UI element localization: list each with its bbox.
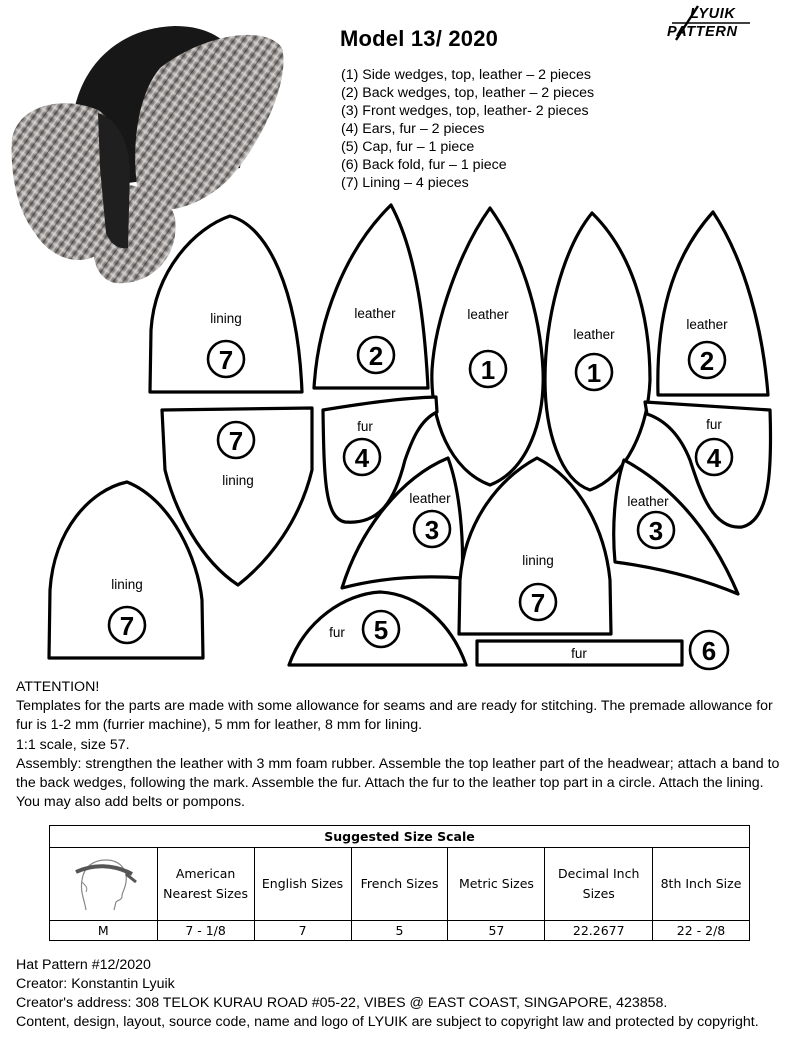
piece-label: leather	[467, 307, 509, 322]
piece-number: 4	[354, 443, 370, 473]
table-header-cell: American Nearest Sizes	[157, 848, 254, 921]
pattern-piece-leather-1a	[432, 208, 543, 485]
assembly-note: Assembly: strengthen the leather with 3 mm foam rubber. Assemble the top leather part of the headwear; attach a band to the back wedges, following the mark. Assemble the fur. Attach the fur to the leather top part in a circle. Attach the lining. You may also add belts or pompons.	[16, 755, 780, 811]
pattern-piece-fur-5	[289, 592, 466, 665]
parts-list-item: (3) Front wedges, top, leather- 2 pieces	[341, 103, 589, 119]
parts-list-item: (1) Side wedges, top, leather – 2 pieces	[341, 67, 592, 83]
piece-number: 2	[699, 346, 715, 376]
pattern-piece-leather-2b	[658, 212, 768, 395]
piece-number: 6	[701, 636, 717, 666]
piece-number: 7	[218, 345, 234, 375]
table-cell: 7 - 1/8	[157, 921, 254, 941]
table-header-cell: Metric Sizes	[448, 848, 545, 921]
table-cell: 22.2677	[545, 921, 653, 941]
piece-number: 7	[228, 426, 244, 456]
piece-label: leather	[573, 327, 615, 342]
size-table	[49, 825, 750, 941]
creator-address: Creator's address: 308 TELOK KURAU ROAD #05-22, VIBES @ EAST COAST, SINGAPORE, 423858.	[16, 995, 668, 1011]
pattern-piece-leather-1b	[545, 213, 650, 490]
parts-list-item: (2) Back wedges, top, leather – 2 pieces	[341, 85, 595, 101]
piece-number: 3	[648, 516, 664, 546]
piece-number: 1	[480, 355, 496, 385]
piece-label: leather	[409, 491, 451, 506]
table-header-cell: French Sizes	[351, 848, 448, 921]
table-cell: 7	[254, 921, 351, 941]
pattern-id: Hat Pattern #12/2020	[16, 957, 151, 973]
parts-list-item: (4) Ears, fur – 2 pieces	[341, 121, 485, 137]
logo-text-top: LYUIK	[690, 6, 736, 22]
piece-label: fur	[706, 417, 722, 432]
instructions	[16, 678, 780, 812]
table-caption: Suggested Size Scale	[50, 826, 750, 848]
table-row	[50, 921, 750, 941]
piece-label: lining	[222, 473, 254, 488]
table-cell: 22 - 2/8	[653, 921, 750, 941]
table-header-row	[50, 848, 750, 921]
head-measure-icon	[68, 852, 138, 916]
logo-text-bottom: PATTERN	[667, 24, 738, 40]
pattern-piece-leather-2a	[314, 205, 428, 388]
piece-number: 7	[119, 611, 135, 641]
page-title: Model 13/ 2020	[340, 26, 499, 51]
piece-number: 2	[368, 341, 384, 371]
pattern-piece-lining-a	[150, 216, 302, 392]
pattern-sheet	[0, 200, 794, 680]
piece-number: 1	[586, 358, 602, 388]
copyright-note: Content, design, layout, source code, name and logo of LYUIK are subject to copyright law and protected by copyright.	[16, 1014, 759, 1030]
attention-heading: ATTENTION!	[16, 679, 100, 695]
table-cell: 5	[351, 921, 448, 941]
piece-number: 4	[706, 443, 722, 473]
piece-label: lining	[111, 577, 143, 592]
parts-list-item: (6) Back fold, fur – 1 piece	[341, 157, 507, 173]
piece-label: leather	[627, 494, 669, 509]
piece-label: leather	[354, 306, 396, 321]
table-header-cell: Decimal Inch Sizes	[545, 848, 653, 921]
creator: Creator: Konstantin Lyuik	[16, 976, 175, 992]
lyuik-logo	[652, 4, 752, 42]
footer	[16, 956, 786, 1032]
piece-label: fur	[329, 625, 345, 640]
allowance-note: Templates for the parts are made with some allowance for seams and are ready for stitching. The premade allowance for fur is 1-2 mm (furrier machine), 5 mm for leather, 8 mm for lining.	[16, 698, 773, 734]
table-header-cell: 8th Inch Size	[653, 848, 750, 921]
parts-list-item: (5) Cap, fur – 1 piece	[341, 139, 475, 155]
parts-list	[341, 66, 594, 192]
head-measure-cell	[50, 848, 158, 921]
piece-label: fur	[571, 646, 587, 661]
piece-label: lining	[522, 553, 554, 568]
table-cell: M	[50, 921, 158, 941]
piece-number: 7	[530, 588, 546, 618]
piece-label: fur	[357, 419, 373, 434]
table-header-cell: English Sizes	[254, 848, 351, 921]
table-cell: 57	[448, 921, 545, 941]
scale-note: 1:1 scale, size 57.	[16, 736, 130, 753]
pattern-piece-fur-6	[477, 631, 728, 669]
parts-list-item: (7) Lining – 4 pieces	[341, 175, 469, 191]
piece-label: lining	[210, 311, 242, 326]
piece-number: 5	[373, 615, 389, 645]
piece-number: 3	[424, 515, 440, 545]
piece-label: leather	[686, 317, 728, 332]
